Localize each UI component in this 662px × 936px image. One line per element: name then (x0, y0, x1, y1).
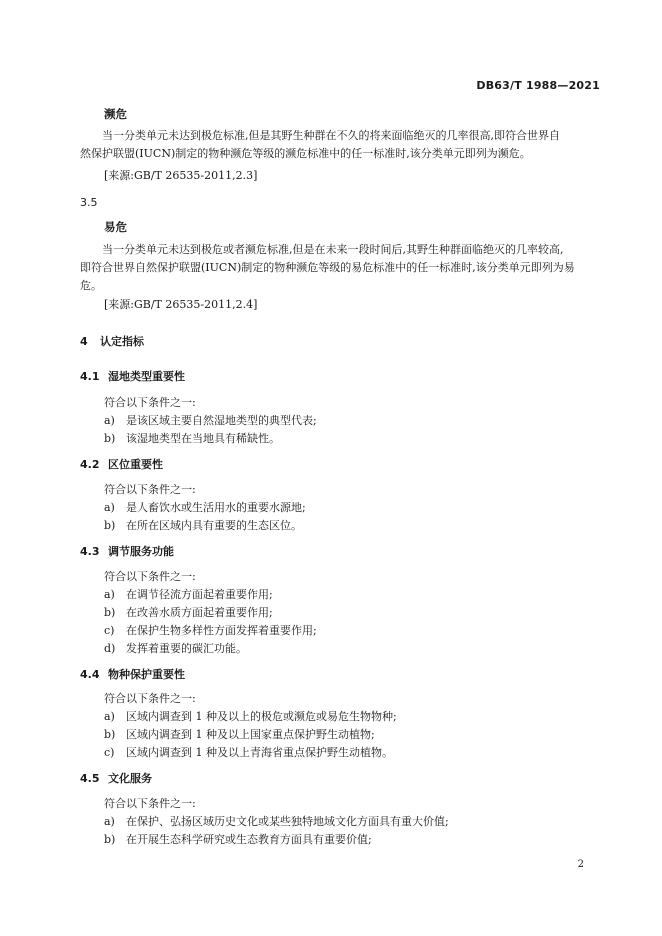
subsection-number: 4.3 (80, 545, 100, 558)
list-marker: b) (104, 728, 116, 741)
list-item-text: 在保护、弘扬区域历史文化或某些独特地域文化方面具有重大价值; (126, 815, 449, 828)
list-marker: a) (104, 414, 115, 427)
list-item (104, 640, 247, 656)
term-source: [来源:GB/T 26535-2011,2.4] (104, 298, 258, 311)
subsection-heading (80, 543, 174, 559)
condition-lead: 符合以下条件之一: (104, 396, 196, 409)
subsection-number: 4.5 (80, 772, 100, 785)
term-definition-vulnerable (80, 241, 600, 295)
list-item (104, 430, 280, 446)
list-marker: a) (104, 815, 115, 828)
list-item-text: 区域内调查到 1 种及以上的极危或濒危或易危生物物种; (126, 710, 397, 723)
condition-lead: 符合以下条件之一: (104, 797, 196, 810)
subsection-title: 物种保护重要性 (108, 668, 185, 681)
definition-line: 然保护联盟(IUCN)制定的物种濒危等级的濒危标准中的任一标准时,该分类单元即列为濒危。 (80, 147, 531, 160)
list-item-text: 是人畜饮水或生活用水的重要水源地; (126, 501, 306, 514)
subsection-heading (80, 368, 185, 384)
list-item-text: 在改善水质方面起着重要作用; (126, 606, 273, 619)
list-marker: b) (104, 833, 116, 846)
subsection-title: 文化服务 (108, 772, 152, 785)
subsection-number: 4.2 (80, 458, 100, 471)
term-source: [来源:GB/T 26535-2011,2.3] (104, 169, 258, 182)
list-item (104, 813, 449, 829)
condition-lead: 符合以下条件之一: (104, 570, 196, 583)
document-code: DB63/T 1988—2021 (476, 79, 600, 92)
section-heading (80, 333, 144, 349)
list-item (104, 517, 302, 533)
list-item (104, 831, 372, 847)
list-marker: b) (104, 606, 116, 619)
list-marker: a) (104, 588, 115, 601)
list-item (104, 412, 317, 428)
list-marker: c) (104, 624, 115, 637)
list-item (104, 744, 393, 760)
list-marker: a) (104, 710, 115, 723)
definition-line: 即符合世界自然保护联盟(IUCN)制定的物种濒危等级的易危标准中的任一标准时,该分类单元即列为易 (80, 261, 575, 274)
list-item-text: 在保护生物多样性方面发挥着重要作用; (126, 624, 317, 637)
list-item (104, 622, 317, 638)
list-marker: b) (104, 519, 116, 532)
section-number: 4 (80, 335, 88, 348)
list-item-text: 该湿地类型在当地具有稀缺性。 (126, 432, 280, 445)
list-item-text: 区域内调查到 1 种及以上青海省重点保护野生动植物。 (126, 746, 393, 759)
list-item (104, 708, 397, 724)
subsection-heading (80, 770, 152, 786)
list-item-text: 区域内调查到 1 种及以上国家重点保护野生动植物; (126, 728, 375, 741)
section-title: 认定指标 (100, 335, 144, 348)
term-title-endangered: 濒危 (104, 107, 127, 121)
subsection-number: 4.4 (80, 668, 100, 681)
list-marker: d) (104, 642, 116, 655)
definition-line: 危。 (80, 279, 102, 292)
list-item-text: 在所在区域内具有重要的生态区位。 (126, 519, 302, 532)
list-item (104, 604, 273, 620)
list-item (104, 726, 375, 742)
list-item-text: 在开展生态科学研究或生态教育方面具有重要价值; (126, 833, 372, 846)
condition-lead: 符合以下条件之一: (104, 483, 196, 496)
list-marker: a) (104, 501, 115, 514)
subsection-heading (80, 666, 185, 682)
subsection-title: 区位重要性 (108, 458, 163, 471)
list-marker: b) (104, 432, 116, 445)
list-item-text: 在调节径流方面起着重要作用; (126, 588, 273, 601)
subsection-title: 湿地类型重要性 (108, 370, 185, 383)
subsection-number: 4.1 (80, 370, 100, 383)
definition-line: 当一分类单元未达到极危或者濒危标准,但是在未来一段时间后,其野生种群面临绝灭的几率较高, (102, 243, 564, 256)
list-item (104, 499, 306, 515)
subsection-heading (80, 456, 163, 472)
condition-lead: 符合以下条件之一: (104, 692, 196, 705)
list-marker: c) (104, 746, 115, 759)
list-item-text: 发挥着重要的碳汇功能。 (126, 642, 247, 655)
subsection-title: 调节服务功能 (108, 545, 174, 558)
definition-line: 当一分类单元未达到极危标准,但是其野生种群在不久的将来面临绝灭的几率很高,即符合世界自 (102, 129, 560, 142)
list-item (104, 586, 273, 602)
list-item-text: 是该区域主要自然湿地类型的典型代表; (126, 414, 317, 427)
page-number: 2 (577, 859, 584, 870)
term-definition-endangered (80, 127, 600, 163)
term-title-vulnerable: 易危 (104, 220, 127, 234)
term-number: 3.5 (80, 196, 98, 209)
